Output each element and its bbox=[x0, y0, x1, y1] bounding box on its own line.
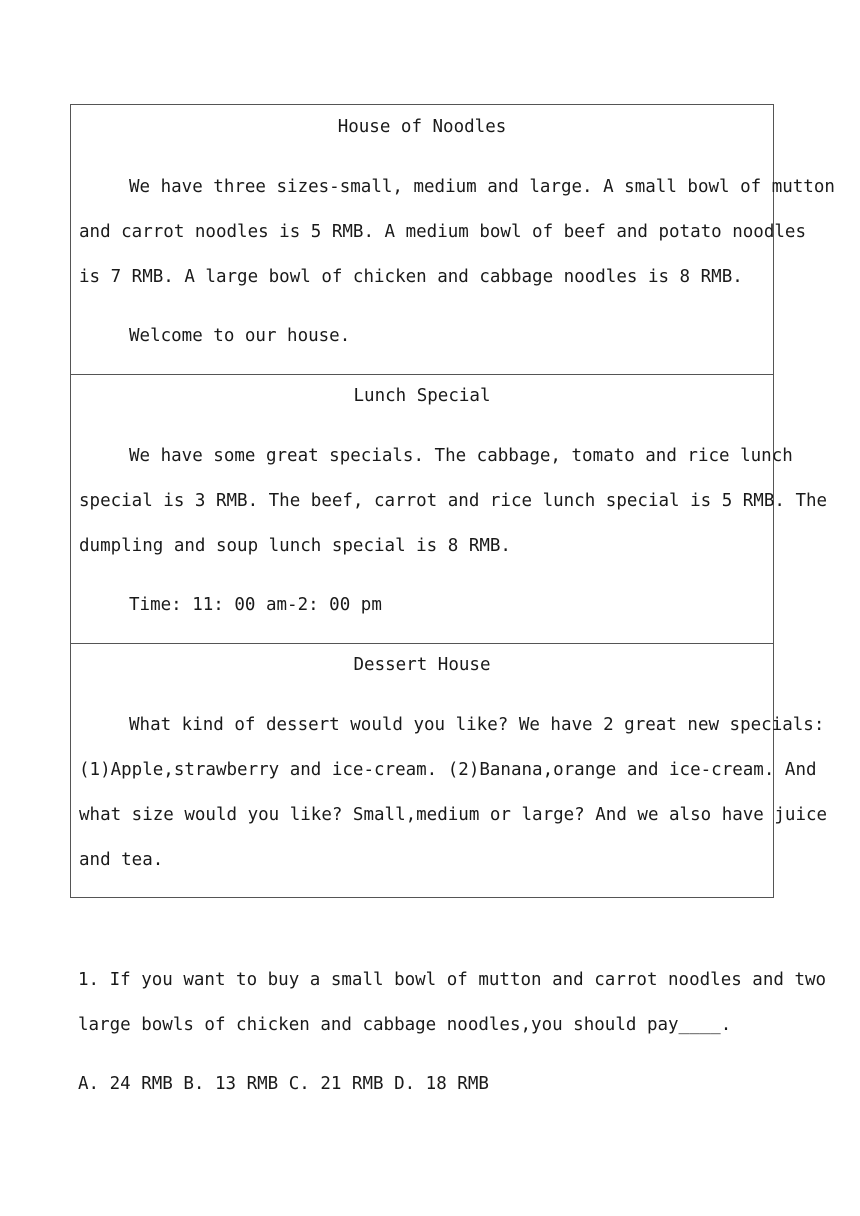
section-note: Welcome to our house. bbox=[129, 326, 351, 346]
section-title: House of Noodles bbox=[337, 117, 507, 137]
section-lunch-special bbox=[71, 374, 828, 644]
paragraph-line: dumpling and soup lunch special is 8 RMB. bbox=[79, 536, 511, 556]
paragraph-line: We have three sizes-small, medium and large. A small bowl of mutton bbox=[129, 177, 835, 197]
question-text-line: large bowls of chicken and cabbage noodles,you should pay____. bbox=[78, 1015, 732, 1035]
question-text-line: 1. If you want to buy a small bowl of mutton and carrot noodles and two bbox=[78, 970, 827, 990]
paragraph-line: what size would you like? Small,medium or large? And we also have juice bbox=[79, 805, 828, 825]
paragraph-line: is 7 RMB. A large bowl of chicken and cabbage noodles is 8 RMB. bbox=[79, 267, 743, 287]
section-title: Dessert House bbox=[353, 655, 491, 675]
paragraph-line: and tea. bbox=[79, 850, 164, 870]
section-dessert-house bbox=[71, 643, 828, 897]
paragraph-line: special is 3 RMB. The beef, carrot and rice lunch special is 5 RMB. The bbox=[79, 491, 828, 511]
section-title: Lunch Special bbox=[353, 386, 491, 406]
paragraph-line: What kind of dessert would you like? We have 2 great new specials: bbox=[129, 715, 825, 735]
paragraph-line: (1)Apple,strawberry and ice-cream. (2)Banana,orange and ice-cream. And bbox=[79, 760, 817, 780]
paragraph-line: We have some great specials. The cabbage, tomato and rice lunch bbox=[129, 446, 793, 466]
section-house-of-noodles bbox=[71, 105, 835, 375]
paragraph-line: and carrot noodles is 5 RMB. A medium bowl of beef and potato noodles bbox=[79, 222, 806, 242]
section-note: Time: 11: 00 am-2: 00 pm bbox=[129, 595, 382, 615]
menu-table bbox=[70, 104, 835, 898]
answer-options: A. 24 RMB B. 13 RMB C. 21 RMB D. 18 RMB bbox=[78, 1074, 489, 1094]
